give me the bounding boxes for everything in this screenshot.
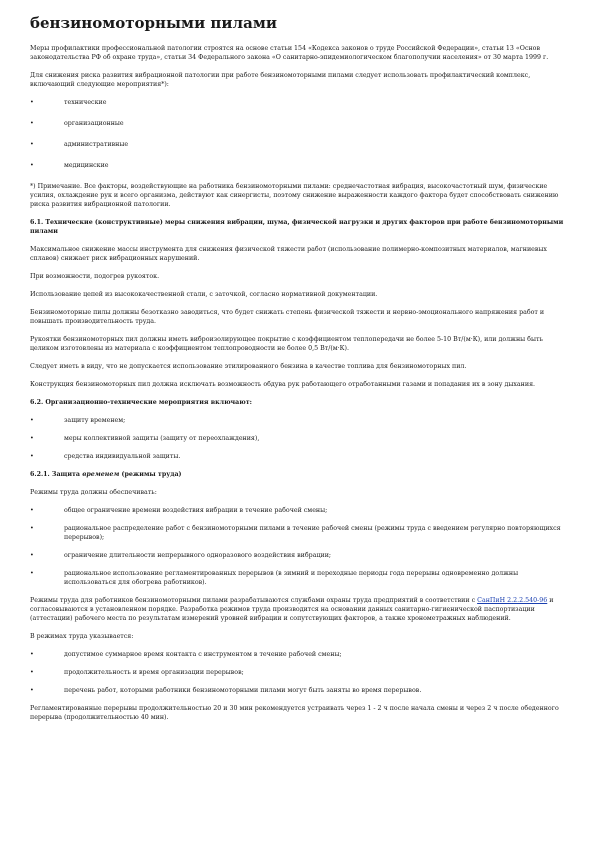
section-heading-6-2-1: 6.2.1. Защита временем (режимы труда) <box>30 471 182 478</box>
paragraph-mass-reduction: Максимальное снижение массы инструмента для снижения физической тяжести работ (использование полимерно-композитных материалов, магниевых сплавов) снижает риск вибрационных нарушений. <box>30 246 547 262</box>
list-item: • перечень работ, которыми работники бензиномоторными пилами могут быть заняты во время перерывов. <box>30 687 422 694</box>
measures-list <box>30 98 565 170</box>
paragraph-handle-heating: При возможности, подогрев рукояток. <box>30 273 160 280</box>
list-item: • защиту временем; <box>30 417 126 424</box>
list-item: • ограничение длительности непрерывного одноразового воздействия вибрации; <box>30 552 332 559</box>
regimes-contents-list <box>30 650 565 695</box>
list-item: • рациональное распределение работ с бензиномоторными пилами в течение рабочей смены (режимы труда с введением регулярно повторяющихся перерывов); <box>30 525 561 541</box>
paragraph-exhaust: Конструкция бензиномоторных пил должна исключать возможность обдува рук работающего отработанными газами и попадания их в зону дыхания. <box>30 381 536 388</box>
list-item: • организационные <box>30 120 124 127</box>
list-item: • допустимое суммарное время контакта с инструментом в течение рабочей смены; <box>30 651 342 658</box>
paragraph-regimes-intro: Режимы труда должны обеспечивать: <box>30 489 157 496</box>
list-item: • медицинские <box>30 162 109 169</box>
paragraph-regimes-development: Режимы труда для работников бензиномоторными пилами разрабатываются службами охраны труда предприятий в соответствии с СанПиН 2.2.2.540-96 и согласовываются в установленном порядке. Разработка режимов труда производится на основании данных санитарно-гигиенической паспортизации (аттестации) рабочего места по результатам измерений уровней вибрации и сопутствующих факторов, а также хронометражных наблюдений. <box>30 597 554 622</box>
paragraph-starting: Бензиномоторные пилы должны безотказно заводиться, что будет снижать степень физической тяжести и нервно-эмоционального напряжения работ и повышать производительность труда. <box>30 309 545 325</box>
paragraph-handles: Рукоятки бензиномоторных пил должны иметь виброизолирующее покрытие с коэффициентом теплопередачи не более 5-10 Вт/(м·К), или должны быть целиком изготовлены из материала с коэффициентом теплопроводности не более 0,5 Вт/(м·К). <box>30 336 543 352</box>
list-item: • технические <box>30 99 107 106</box>
page-title: бензиномоторными пилами <box>30 14 277 32</box>
list-item: • общее ограничение времени воздействия вибрации в течение рабочей смены; <box>30 507 328 514</box>
list-item: • меры коллективной защиты (защиту от переохлаждения), <box>30 435 260 442</box>
sanpin-link[interactable]: СанПиН 2.2.2.540-96 <box>477 597 548 604</box>
organizational-list <box>30 416 565 461</box>
paragraph-legal-basis: Меры профилактики профессиональной патологии строятся на основе статьи 154 «Кодекса законов о труде Российской Федерации», статьи 13 «Основ законодательства РФ об охране труда», статьи 34 Федерального закона «О санитарно-эпидемиологическом благополучии населения» от 30 марта 1999 г. <box>30 45 549 61</box>
list-item: • продолжительность и время организации перерывов; <box>30 669 244 676</box>
paragraph-prevention-intro: Для снижения риска развития вибрационной патологии при работе бензиномоторными пилами следует использовать профилактический комплекс, включающий следующие мероприятия*): <box>30 72 531 88</box>
paragraph-note: *) Примечание. Все факторы, воздействующие на работника бензиномоторными пилами: среднечастотная вибрация, высокочастотный шум, физические усилия, охлаждение рук и всего организма, действуют как синергисты, поэтому снижение выраженности каждого фактора будет способствовать снижению риска развития вибрационной патологии. <box>30 183 559 208</box>
paragraph-chains: Использование цепей из высококачественной стали, с заточкой, согласно нормативной документации. <box>30 291 378 298</box>
paragraph-regimes-contents: В режимах труда указывается: <box>30 633 134 640</box>
section-heading-6-1: 6.1. Технические (конструктивные) меры снижения вибрации, шума, физической нагрузки и других факторов при работе бензиномоторными пилами <box>30 219 564 235</box>
list-item: • административные <box>30 141 129 148</box>
list-item: • рациональное использование регламентированных перерывов (в зимний и переходные периоды года перерывы одновременно должны использоваться для обогрева работников). <box>30 570 519 586</box>
regimes-list <box>30 506 565 587</box>
paragraph-breaks: Регламентированные перерывы продолжительностью 20 и 30 мин рекомендуется устраивать через 1 - 2 ч после начала смены и через 2 ч после обеденного перерыва (продолжительностью 40 мин). <box>30 705 559 721</box>
section-heading-6-2: 6.2. Организационно-технические мероприятия включают: <box>30 399 252 406</box>
list-item: • средства индивидуальной защиты. <box>30 453 181 460</box>
paragraph-fuel: Следует иметь в виду, что не допускается использование этилированного бензина в качестве топлива для бензиномоторных пил. <box>30 363 467 370</box>
